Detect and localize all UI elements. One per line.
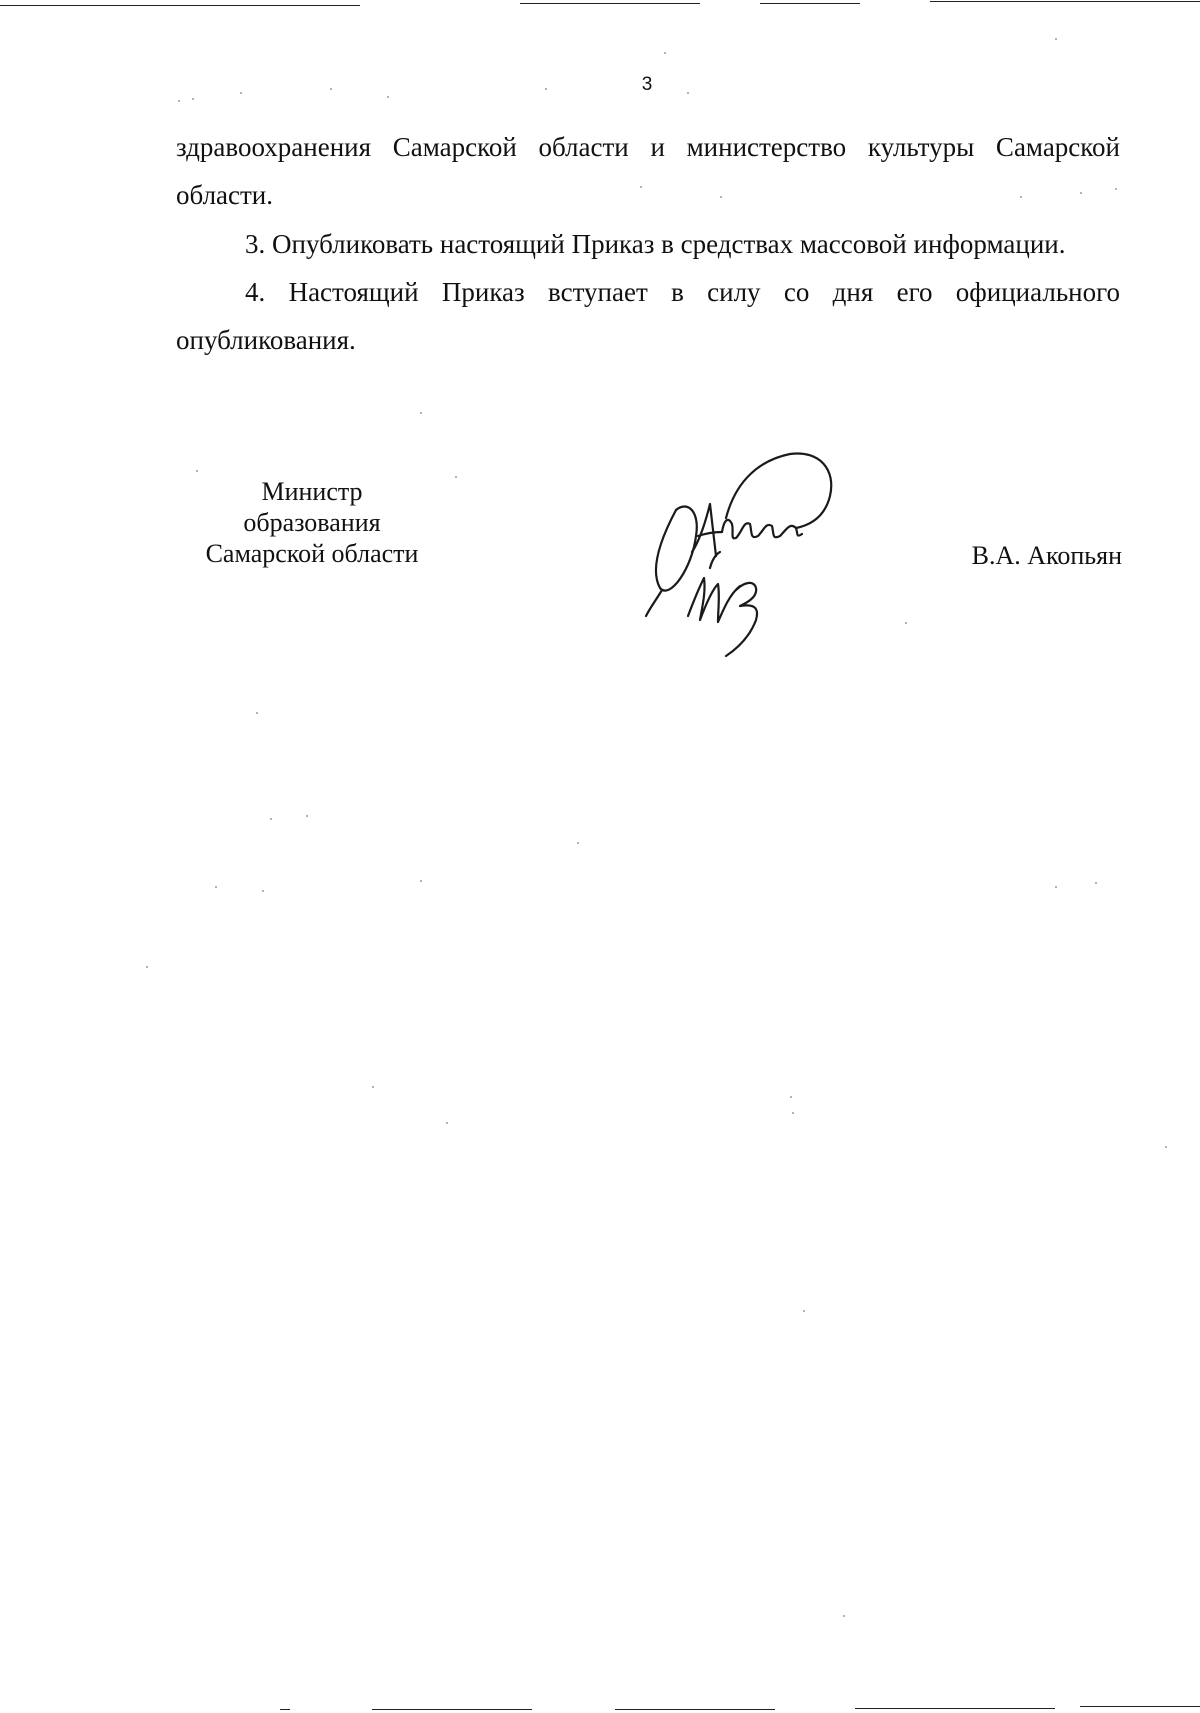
scan-edge-line xyxy=(520,3,700,4)
signer-position-line: образования xyxy=(243,508,381,537)
scan-speck xyxy=(146,966,148,968)
scan-speck xyxy=(792,1112,794,1114)
scan-speck xyxy=(664,52,666,54)
scan-speck xyxy=(446,1122,448,1124)
scan-speck xyxy=(256,712,258,714)
scan-speck xyxy=(215,886,217,888)
scan-edge-line xyxy=(0,5,360,6)
scan-speck xyxy=(1055,886,1057,888)
scan-speck xyxy=(420,412,422,414)
scan-speck xyxy=(803,1310,805,1312)
scan-speck xyxy=(196,470,198,472)
signer-name: В.А. Акопьян xyxy=(971,541,1122,570)
scan-speck xyxy=(843,1615,845,1617)
page-number: 3 xyxy=(641,74,653,95)
scan-edge-line xyxy=(760,3,860,4)
scan-edge-line xyxy=(615,1709,775,1710)
scan-speck xyxy=(905,622,907,624)
signer-position xyxy=(182,476,442,569)
scan-speck xyxy=(1165,1146,1167,1148)
scan-speck xyxy=(455,476,457,478)
scan-speck xyxy=(262,890,264,892)
scan-speck xyxy=(1095,882,1097,884)
scan-speck xyxy=(306,815,308,817)
signer-position-line: Самарской области xyxy=(205,539,419,568)
scan-speck xyxy=(790,1096,792,1098)
scan-edge-line xyxy=(372,1709,532,1710)
scan-speck xyxy=(270,818,272,820)
scan-speck xyxy=(178,100,180,102)
scan-edge-line xyxy=(280,1709,290,1710)
scan-speck xyxy=(1055,38,1057,40)
paragraph-item-4: 4. Настоящий Приказ вступает в силу со дня его официального опубликования. xyxy=(176,277,1120,355)
scan-speck xyxy=(372,1086,374,1088)
scan-edge-line xyxy=(1080,1706,1200,1707)
paragraph-item-3: 3. Опубликовать настоящий Приказ в средствах массовой информации. xyxy=(245,229,1066,259)
paragraph-continuation: здравоохранения Самарской области и министерство культуры Самарской области. xyxy=(176,132,1120,210)
handwritten-signature xyxy=(640,440,850,660)
scan-speck xyxy=(192,98,194,100)
scan-speck xyxy=(387,96,389,98)
signer-position-line: Министр xyxy=(261,477,363,506)
scan-speck xyxy=(420,880,422,882)
scan-edge-line xyxy=(930,1,1200,2)
scan-edge-line xyxy=(855,1708,1055,1709)
scan-speck xyxy=(577,842,579,844)
